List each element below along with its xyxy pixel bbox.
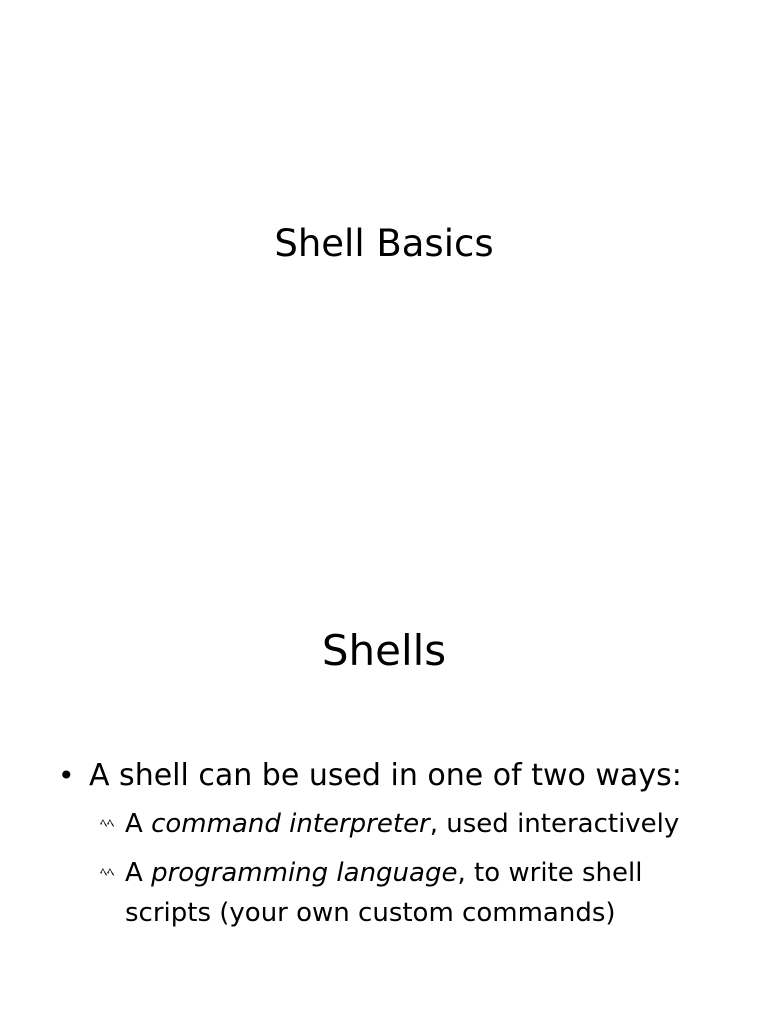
sub-bullet-item xyxy=(0,853,768,933)
bullet-text: A shell can be used in one of two ways: xyxy=(89,758,682,793)
sub-bullet-item xyxy=(0,804,768,844)
sub-bullet-emphasis: command interpreter xyxy=(151,809,430,839)
sub-bullet-marker-icon: ﾍﾍ xyxy=(100,816,114,832)
sub-list-container xyxy=(0,804,768,933)
sub-bullet-list xyxy=(0,804,768,933)
slide-title: Shells xyxy=(321,626,447,675)
bullet-item xyxy=(0,756,768,796)
slide-title: Shell Basics xyxy=(274,222,494,265)
slide-2 xyxy=(0,512,768,1024)
bullet-marker-icon: • xyxy=(58,759,75,792)
bullet-list xyxy=(0,756,768,933)
sub-bullet-marker-icon: ﾍﾍ xyxy=(100,865,114,881)
sub-bullet-suffix: , to write shell scripts (your own custom commands) xyxy=(125,858,643,928)
sub-bullet-prefix: A xyxy=(125,858,152,888)
sub-bullet-emphasis: programming language xyxy=(151,858,458,888)
sub-bullet-suffix: , used interactively xyxy=(429,809,680,839)
sub-bullet-prefix: A xyxy=(125,809,152,839)
